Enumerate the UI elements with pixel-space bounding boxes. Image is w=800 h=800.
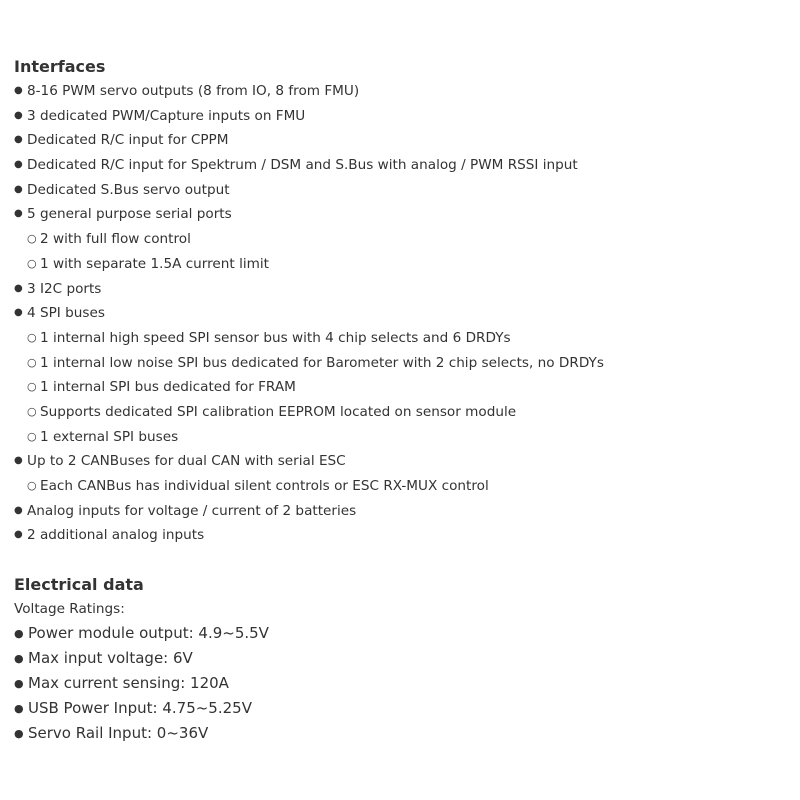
list-item-text: 4 SPI buses [27,305,105,322]
list-item-text: 3 dedicated PWM/Capture inputs on FMU [27,107,306,124]
voltage-rating-item [14,671,790,696]
interfaces-list-item [14,449,790,474]
interfaces-sub-list-item [14,351,790,376]
voltage-rating-text: Power module output: 4.9~5.5V [28,624,269,642]
list-item-text: 2 additional analog inputs [27,527,205,544]
voltage-rating-item [14,696,790,721]
interfaces-list-item [14,104,790,129]
hollow-bullet-icon: ○ [27,355,37,369]
electrical-heading: Electrical data [14,575,144,594]
voltage-rating-text: Max input voltage: 6V [28,649,193,667]
voltage-rating-item [14,646,790,671]
list-item-text: Up to 2 CANBuses for dual CAN with serial ESC [27,453,346,470]
list-item-text: Each CANBus has individual silent controls or ESC RX-MUX control [40,478,489,494]
interfaces-sub-list-item [14,227,790,252]
electrical-list [14,621,790,746]
bullet-icon: ● [14,652,24,665]
list-item-text: Dedicated R/C input for Spektrum / DSM and S.Bus with analog / PWM RSSI input [27,157,578,174]
bullet-icon: ● [14,307,23,319]
voltage-rating-text: USB Power Input: 4.75~5.25V [28,699,252,717]
list-item-text: 1 external SPI buses [40,428,179,445]
bullet-icon: ● [14,529,23,541]
bullet-icon: ● [14,134,23,146]
interfaces-list-item [14,178,790,203]
list-item-text: Dedicated S.Bus servo output [27,181,230,198]
list-item-text: 1 with separate 1.5A current limit [40,255,269,272]
hollow-bullet-icon: ○ [27,380,37,394]
hollow-bullet-icon: ○ [27,256,37,270]
list-item-text: 2 with full flow control [40,231,191,248]
bullet-icon: ● [14,282,23,294]
bullet-icon: ● [14,455,23,467]
interfaces-list-item [14,128,790,153]
list-item-text: 3 I2C ports [27,280,102,297]
electrical-section [14,573,790,746]
interfaces-sub-list-item [14,400,790,425]
interfaces-section [14,55,790,548]
bullet-icon: ● [14,109,23,121]
interfaces-list-item [14,202,790,227]
interfaces-list-item [14,277,790,302]
interfaces-list-item [14,301,790,326]
list-item-text: Analog inputs for voltage / current of 2 batteries [27,502,357,519]
list-item-text: Supports dedicated SPI calibration EEPROM located on sensor module [40,403,517,420]
voltage-rating-item [14,721,790,746]
list-item-text: 1 internal high speed SPI sensor bus with 4 chip selects and 6 DRDYs [40,329,511,346]
interfaces-sub-list-item [14,326,790,351]
voltage-rating-text: Servo Rail Input: 0~36V [28,724,209,742]
bullet-icon: ● [14,727,24,740]
interfaces-list-item [14,153,790,178]
interfaces-list-item [14,499,790,524]
bullet-icon: ● [14,85,23,96]
interfaces-heading: Interfaces [14,57,106,76]
interfaces-list-item [14,523,790,548]
bullet-icon: ● [14,159,23,171]
voltage-rating-text: Max current sensing: 120A [28,674,229,692]
hollow-bullet-icon: ○ [27,330,37,344]
bullet-icon: ● [14,627,24,640]
list-item-text: Dedicated R/C input for CPPM [27,132,229,149]
interfaces-list-item [14,79,790,104]
bullet-icon: ● [14,677,24,690]
bullet-icon: ● [14,504,23,516]
interfaces-sub-list-item [14,375,790,400]
list-item-text: 5 general purpose serial ports [27,206,232,223]
interfaces-sub-list-item [14,474,790,499]
bullet-icon: ● [14,183,23,195]
interfaces-sub-list-item [14,252,790,277]
bullet-icon: ● [14,702,24,715]
hollow-bullet-icon: ○ [27,232,37,246]
bullet-icon: ● [14,208,23,220]
list-item-text: 8-16 PWM servo outputs (8 from IO, 8 from FMU) [27,83,360,99]
voltage-rating-item [14,621,790,646]
hollow-bullet-icon: ○ [27,404,37,418]
hollow-bullet-icon: ○ [27,479,37,492]
interfaces-list [14,79,790,548]
interfaces-sub-list-item [14,425,790,450]
list-item-text: 1 internal SPI bus dedicated for FRAM [40,379,296,396]
hollow-bullet-icon: ○ [27,429,37,443]
voltage-ratings-subheading: Voltage Ratings: [14,601,125,617]
list-item-text: 1 internal low noise SPI bus dedicated for Barometer with 2 chip selects, no DRDYs [40,354,604,371]
